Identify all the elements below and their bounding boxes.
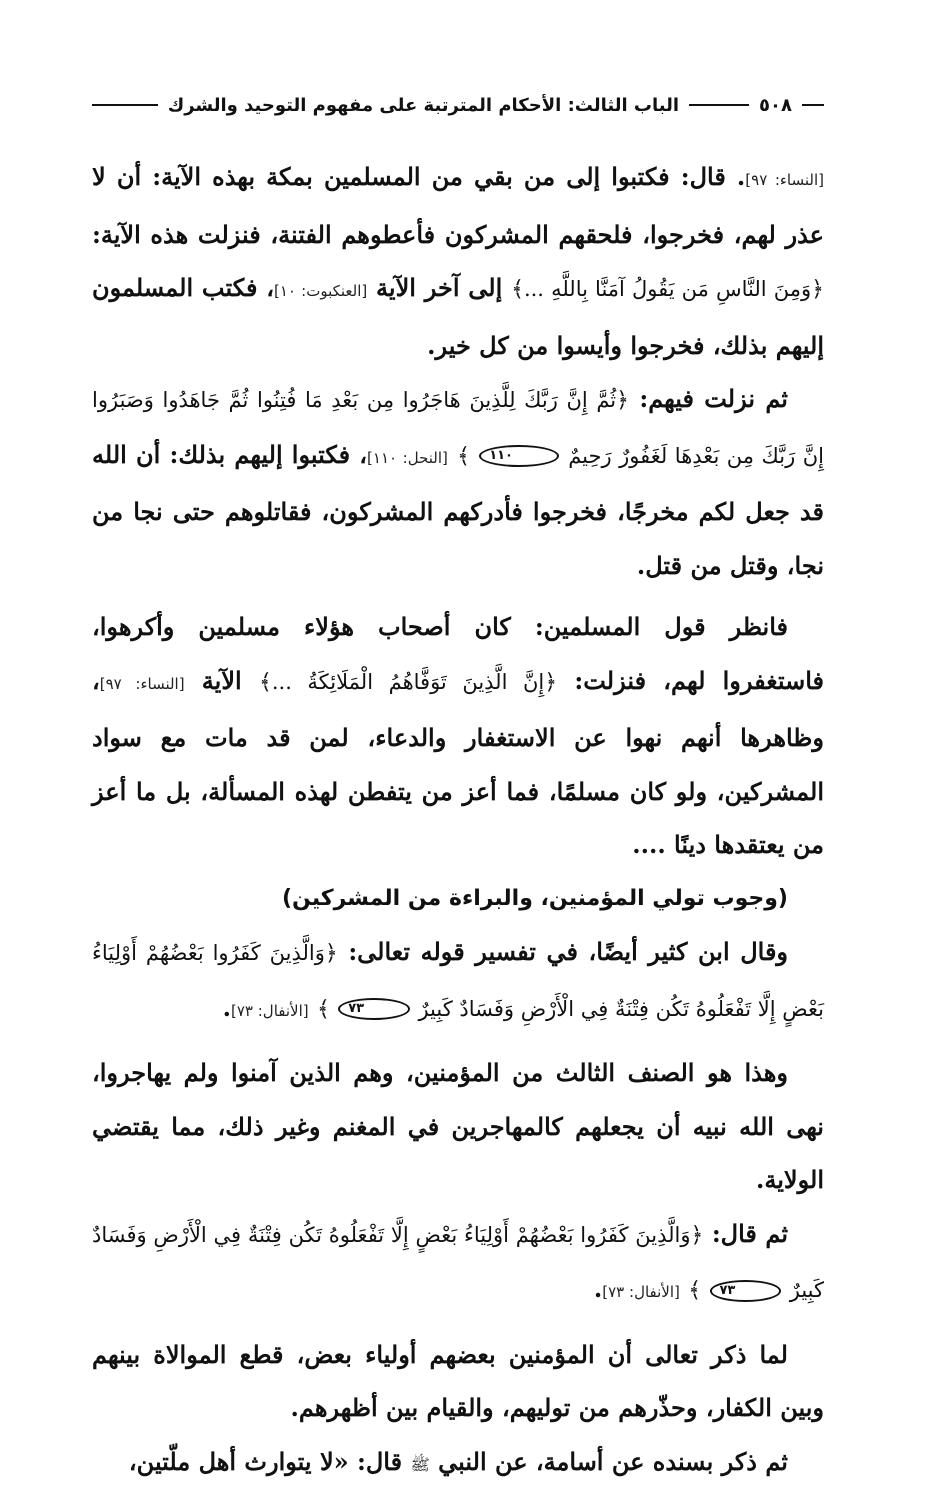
paragraph-2 (92, 372, 824, 592)
page-body (92, 150, 824, 1491)
paragraph-text: ، وظاهرها أنهم نهوا عن الاستغفار والدعاء، لمن قد مات مع سواد المشركين، ولو كان مسلمًا، فما أعز من يتفطن لهذه المسألة، بل ما أعز من يعتقدها دينًا .... (92, 666, 824, 860)
running-header (92, 92, 824, 118)
paragraph-text: فانظر قول المسلمين: كان أصحاب هؤلاء مسلمين وأكرهوا، فاستغفروا لهم، فنزلت: (92, 612, 824, 695)
paragraph-text: . قال: فكتبوا إلى من بقي من المسلمين بمكة بهذه الآية: أن لا عذر لهم، فخرجوا، فلحقهم المشركون فأعطوهم الفتنة، فنزلت هذه الآية: (92, 162, 824, 249)
quran-bracket-open: ﴿ (811, 277, 824, 302)
quran-bracket-close: ﴾ (511, 277, 524, 302)
chapter-title: الباب الثالث: الأحكام المترتبة على مفهوم التوحيد والشرك (158, 95, 689, 116)
paragraph-text: قال: «لا يتوارث أهل ملّتين، (129, 1447, 411, 1476)
paragraph-1 (92, 150, 824, 372)
ayah-number-marker: ١١٠ (479, 445, 559, 467)
quran-bracket-open: ﴿ (690, 1223, 703, 1248)
quran-verse: وَالَّذِينَ كَفَرُوا بَعْضُهُمْ أَوْلِيَاءُ بَعْضٍ إِلَّا تَفْعَلُوهُ تَكُن فِتْنَةٌ فِي الْأَرْضِ وَفَسَادٌ كَبِيرٌ (92, 941, 824, 1021)
paragraph-3 (92, 600, 824, 872)
quran-verse: إِنَّ الَّذِينَ تَوَفَّاهُمُ الْمَلَائِكَةُ ... (272, 670, 544, 694)
quran-bracket-open: ﴿ (544, 670, 557, 695)
page-number: ٥٠٨ (749, 95, 802, 116)
ayah-number-marker: ٧٣ (338, 998, 410, 1020)
quran-verse: وَالَّذِينَ كَفَرُوا بَعْضُهُمْ أَوْلِيَاءُ بَعْضٍ إِلَّا تَفْعَلُوهُ تَكُن فِتْنَةٌ فِي الْأَرْضِ وَفَسَادٌ كَبِيرٌ (92, 1223, 824, 1303)
paragraph-7 (92, 1328, 824, 1435)
quran-reference: [الأنفال: ٧٣] (602, 1283, 680, 1301)
salawat-glyph: ﷺ (410, 1455, 429, 1474)
quran-bracket-close: ﴾ (688, 1278, 701, 1303)
paragraph-text: وهذا هو الصنف الثالث من المؤمنين، وهم الذين آمنوا ولم يهاجروا، نهى الله نبيه أن يجعلهم كالمهاجرين في المغنم وغير ذلك، مما يقتضي الولاية. (92, 1058, 824, 1194)
paragraph-text: ، فكتبوا إليهم بذلك: أن الله قد جعل لكم مخرجًا، فخرجوا فأدركهم المشركون، فقاتلوهم حتى نجا من نجا، وقتل من قتل. (92, 440, 824, 580)
section-heading: (وجوب تولي المؤمنين، والبراءة من المشركين) (92, 872, 824, 926)
quran-reference: [الأنفال: ٧٣] (231, 1002, 309, 1020)
quran-reference: [النساء: ٩٧] (745, 171, 824, 189)
paragraph-5 (92, 1046, 824, 1207)
paragraph-text: . (223, 993, 231, 1022)
quran-reference: [العنكبوت: ١٠] (274, 282, 367, 300)
paragraph-4 (92, 925, 824, 1038)
quran-bracket-close: ﴾ (259, 670, 272, 695)
paragraph-text: وقال ابن كثير أيضًا، في تفسير قوله تعالى: (338, 937, 788, 966)
paragraph-text: . (594, 1274, 602, 1303)
header-rule-right (802, 104, 824, 106)
paragraph-text: إلى آخر الآية (367, 273, 511, 302)
paragraph-text: ثم قال: (703, 1219, 788, 1248)
paragraph-text: لما ذكر تعالى أن المؤمنين بعضهم أولياء بعض، قطع الموالاة بينهم وبين الكفار، وحذّرهم من توليهم، والقيام بين أظهرهم. (92, 1340, 824, 1423)
paragraph-text: ، فكتب المسلمون إليهم بذلك، فخرجوا وأيسوا من كل خير. (92, 273, 824, 360)
quran-bracket-open: ﴿ (325, 941, 338, 966)
quran-verse: وَمِنَ النَّاسِ مَن يَقُولُ آمَنَّا بِاللَّهِ ... (524, 277, 811, 301)
paragraph-6 (92, 1207, 824, 1320)
paragraph-text: ثم ذكر بسنده عن أسامة، عن النبي (430, 1447, 788, 1476)
quran-reference: [النساء: ٩٧] (100, 675, 185, 693)
header-rule-left (92, 104, 158, 106)
header-rule-middle (689, 104, 749, 106)
paragraph-text: الآية (185, 666, 259, 695)
quran-bracket-close: ﴾ (457, 444, 470, 469)
quran-verse: ثُمَّ إِنَّ رَبَّكَ لِلَّذِينَ هَاجَرُوا مِن بَعْدِ مَا فُتِنُوا ثُمَّ جَاهَدُوا وَصَبَرُوا إِنَّ رَبَّكَ مِن بَعْدِهَا لَغَفُورٌ رَحِيمٌ (92, 388, 824, 468)
paragraph-text: ثم نزلت فيهم: (629, 384, 788, 413)
quran-bracket-open: ﴿ (616, 388, 629, 413)
quran-bracket-close: ﴾ (317, 997, 330, 1022)
ayah-number-marker: ٧٣ (710, 1280, 782, 1302)
paragraph-8 (92, 1435, 824, 1491)
quran-reference: [النحل: ١١٠] (367, 449, 448, 467)
